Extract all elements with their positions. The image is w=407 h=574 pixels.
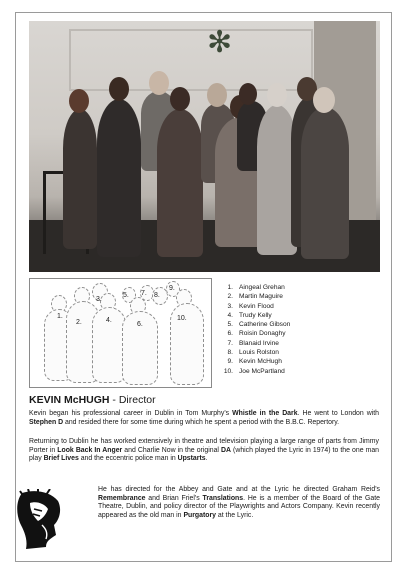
person-1 bbox=[63, 109, 97, 249]
key-number: 1. bbox=[57, 313, 63, 320]
bio-text: and the eccentric police man in bbox=[78, 455, 178, 463]
silhouette-key bbox=[29, 278, 212, 388]
play-title: Translations bbox=[202, 494, 244, 502]
bio-text: and Charlie Now in the original bbox=[122, 446, 222, 454]
person-7-head bbox=[239, 83, 257, 105]
bio-heading bbox=[29, 394, 156, 406]
group-photo bbox=[29, 21, 380, 272]
key-number: 7. bbox=[141, 290, 147, 297]
bio-text: at the Lyric. bbox=[215, 512, 254, 520]
cast-name: Catherine Gibson bbox=[239, 321, 291, 329]
bio-paragraph-1 bbox=[29, 410, 379, 427]
cast-item bbox=[220, 283, 290, 292]
silhouette-10 bbox=[170, 303, 204, 385]
play-title: Look Back In Anger bbox=[57, 446, 123, 454]
key-number: 9. bbox=[169, 285, 175, 292]
bio-text: . bbox=[205, 455, 208, 463]
bio-role: - Director bbox=[109, 394, 156, 406]
cast-number: 7. bbox=[227, 339, 233, 347]
person-4-head bbox=[170, 87, 190, 111]
play-title: Purgatory bbox=[183, 512, 216, 520]
person-8-head bbox=[267, 83, 287, 107]
key-number: 6. bbox=[137, 321, 143, 328]
cast-number: 10. bbox=[223, 367, 233, 375]
cast-item bbox=[220, 348, 290, 357]
bio-text: He has directed for the Abbey and Gate and at the Lyric he directed Graham Reid's bbox=[98, 486, 380, 493]
cast-item bbox=[220, 339, 290, 348]
key-number: 3. bbox=[96, 296, 102, 303]
person-2-head bbox=[109, 77, 129, 101]
cast-number: 6. bbox=[227, 330, 233, 338]
bio-text: Kevin began his professional career in Dublin in Tom Murphy's bbox=[29, 410, 233, 417]
cast-list bbox=[220, 283, 290, 376]
bio-paragraph-2 bbox=[29, 438, 379, 464]
person-5-head bbox=[207, 83, 227, 107]
cast-number: 2. bbox=[227, 293, 233, 301]
bio-name: KEVIN McHUGH bbox=[29, 394, 110, 406]
key-number: 2. bbox=[76, 319, 82, 326]
cast-item bbox=[220, 320, 290, 329]
bio-text: Returning to Dublin he has worked extensively in theatre and television playing a large range of parts from Jimmy Porter in bbox=[29, 438, 379, 454]
cast-name: Kevin Flood bbox=[239, 302, 274, 310]
cast-number: 9. bbox=[227, 358, 233, 366]
cast-name: Louis Rolston bbox=[239, 349, 279, 357]
cast-item bbox=[220, 329, 290, 338]
cast-item bbox=[220, 367, 290, 376]
play-title: Whistle in the Dark bbox=[232, 410, 298, 417]
person-1-head bbox=[69, 89, 89, 113]
cast-number: 1. bbox=[227, 284, 233, 291]
cast-name: Roisin Donaghy bbox=[239, 330, 286, 338]
cast-name: Joe McPartland bbox=[239, 367, 285, 375]
cast-name: Blanaid Irvine bbox=[239, 339, 279, 347]
key-number: 5. bbox=[123, 292, 129, 299]
play-title: DA bbox=[221, 446, 231, 454]
cast-number: 4. bbox=[227, 311, 233, 319]
play-title: Remembrance bbox=[98, 494, 146, 502]
bio-paragraph-3 bbox=[98, 486, 380, 521]
cast-name: Aingeal Grehan bbox=[239, 284, 285, 291]
key-number: 4. bbox=[106, 317, 112, 324]
cast-item bbox=[220, 302, 290, 311]
bio-text: (which played the Lyric in 1974) to the one man play bbox=[29, 446, 380, 463]
cast-name: Martin Maguire bbox=[239, 293, 283, 301]
play-title: Brief Lives bbox=[43, 455, 79, 463]
cast-item bbox=[220, 311, 290, 320]
person-3-head bbox=[149, 71, 169, 95]
play-title: Stephen D bbox=[29, 418, 64, 426]
person-10 bbox=[301, 107, 349, 259]
key-number: 8. bbox=[154, 292, 160, 299]
person-2 bbox=[97, 99, 141, 257]
bio-text: . He is a member of the Board of the Gate Theatre, Dublin, and policy director of the Playwrights and Actors Company. Kevin recently appeared as the old man in bbox=[98, 494, 380, 520]
cast-number: 3. bbox=[227, 302, 233, 310]
cast-item bbox=[220, 357, 290, 366]
key-number: 10. bbox=[177, 315, 187, 322]
cast-number: 5. bbox=[227, 321, 233, 329]
person-10-head bbox=[313, 87, 335, 113]
person-4 bbox=[157, 109, 203, 257]
cast-name: Kevin McHugh bbox=[239, 358, 282, 366]
cast-number: 8. bbox=[227, 349, 233, 357]
bio-text: and resided there for some time during which he spent a period with the B.B.C. Repertory. bbox=[63, 418, 340, 426]
wall-picture-frame bbox=[69, 29, 313, 91]
play-title: Upstarts bbox=[177, 455, 206, 463]
cast-name: Trudy Kelly bbox=[239, 311, 272, 319]
cast-item bbox=[220, 292, 290, 301]
theatre-head-logo-icon bbox=[16, 489, 64, 551]
plant-icon: ✻ bbox=[207, 26, 233, 59]
bio-text: . He went to London with bbox=[297, 410, 379, 417]
bio-text: and Brian Friel's bbox=[145, 494, 203, 502]
